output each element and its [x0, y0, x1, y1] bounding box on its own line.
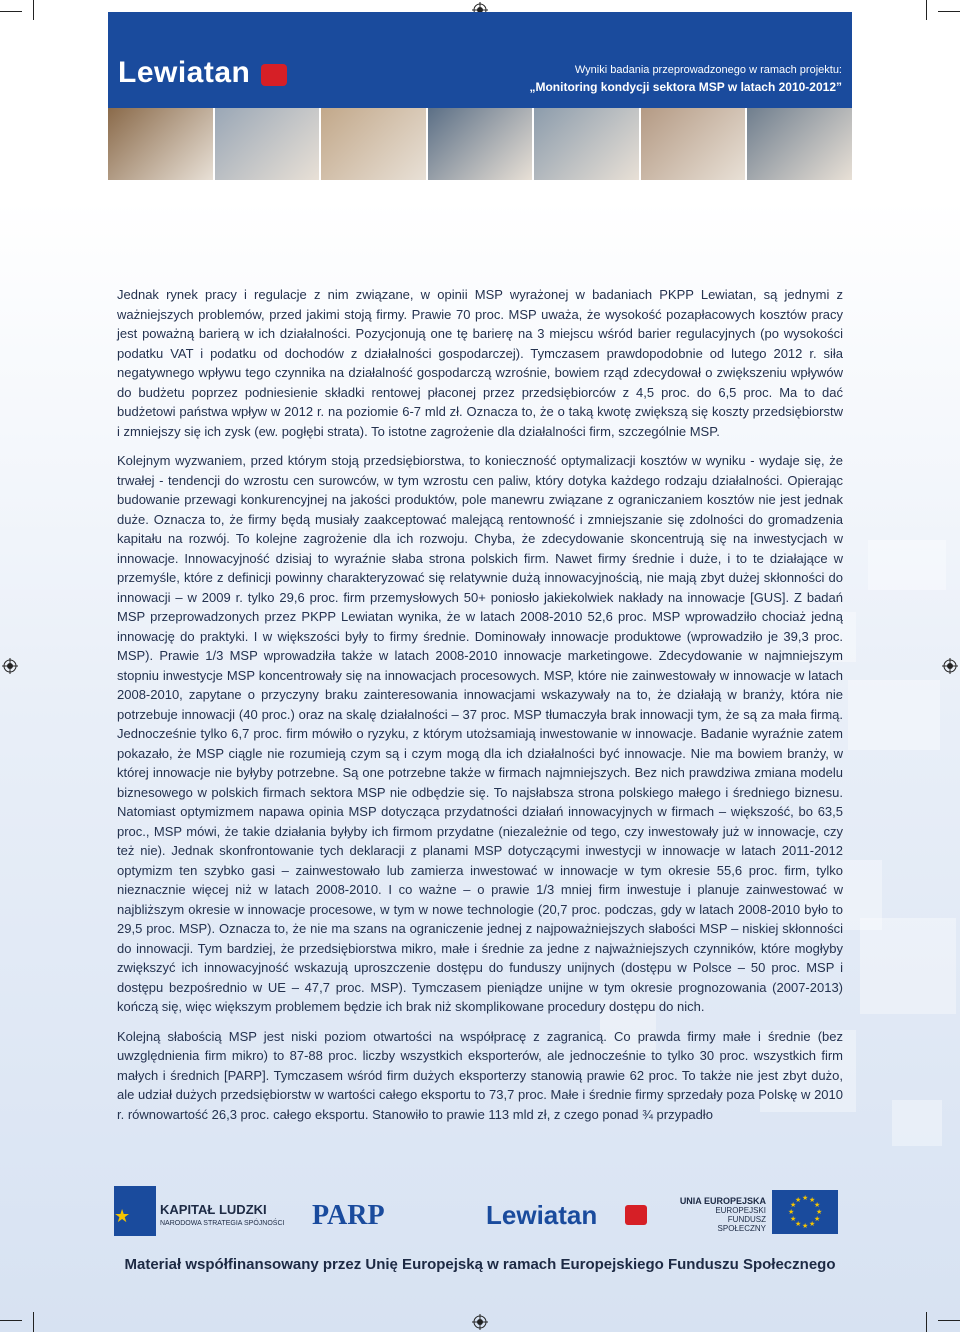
crop-mark: [926, 1312, 927, 1332]
registration-mark-icon: [942, 658, 958, 674]
banner-project-title: „Monitoring kondycji sektora MSP w latach 2010-2012”: [529, 80, 842, 94]
header-banner: [108, 12, 852, 108]
svg-text:★: ★: [814, 1201, 821, 1209]
lewiatan-footer-mark-icon: [625, 1205, 647, 1225]
paragraph: Jednak rynek pracy i regulacje z nim związane, w opinii MSP wyrażonej w badaniach PKPP Lewiatan, są jednymi z ważniejszych problemów, przed jakimi stoją firmy. Prawie 70 proc. MSP uważa, że wysokość pozapłacowych kosztów pracy jest poważną barierą w ich działalności. Pozycjonują one tę barierę na 3 miejscu wśród barier regulacyjnych (po wysokości podatku VAT i podatku od dochodów z działalności gospodarczej). Tymczasem prawdopodobnie od lutego 2012 r. siła negatywnego wpływu tego czynnika na działalność gospodarczą wzrośnie, bowiem rząd zdecydował o zwiększeniu wpływów do budżetu poprzez podniesienie składki rentowej płaconej przez przedsiębiorców z 4,5 proc. do 6,5 proc. Ma to dać budżetowi państwa wpływ w 2012 r. na poziomie 6-7 mld zł. Oznacza to, że o taką kwotę zwiększą się koszty przedsiębiorstw i zmniejszy się ich zysk (ew. pogłębi strata). To istotne zagrożenie dla działalności firm, szczególnie MSP.: [117, 287, 843, 439]
eu-line-1: UNIA EUROPEJSKA: [679, 1196, 766, 1206]
svg-text:★: ★: [809, 1220, 816, 1228]
svg-text:★: ★: [790, 1201, 797, 1209]
svg-text:★: ★: [790, 1215, 797, 1223]
kapital-ludzki-subtitle: NARODOWA STRATEGIA SPÓJNOŚCI: [160, 1220, 285, 1227]
crop-mark: [33, 1312, 34, 1332]
registration-mark-icon: [472, 1314, 488, 1330]
svg-text:★: ★: [802, 1194, 809, 1202]
photo-strip: [108, 108, 852, 180]
paragraph: Kolejną słabością MSP jest niski poziom otwartości na współpracę z zagranicą. Co prawda firmy małe i średnie (bez uwzględnienia firm mikro) to 87-88 proc. liczby wszystkich eksporterów, ale jednocześnie to tylko 30 proc. wszystkich firm małych i średnich [PARP]. Tymczasem wśród firm dużych eksporterzy stanowią prawie 62 proc. To także nie jest zbyt dużo, ale udział dużych przedsiębiorstw w wartości całego eksportu to 73,7 proc. Małe i średnie firmy sprzedały poza Polskę w 2010 r. równowartość 26,3 proc. całego eksportu. Stanowiło to prawie 113 mld zł, z czego ponad ¾ przypadło: [117, 1028, 843, 1122]
decor-square: [892, 1100, 942, 1146]
cofinanced-statement: Materiał współfinansowany przez Unię Europejską w ramach Europejskiego Funduszu Społecznego: [124, 1256, 836, 1273]
banner-subtitle: [529, 64, 842, 94]
photo-engineer: [215, 108, 320, 180]
photo-laptop: [534, 108, 639, 180]
crop-mark: [0, 1320, 22, 1321]
svg-text:★: ★: [809, 1196, 816, 1204]
photo-meeting: [747, 108, 852, 180]
kapital-ludzki-title: KAPITAŁ LUDZKI: [160, 1202, 267, 1217]
crop-mark: [938, 11, 960, 12]
decor-square: [860, 918, 956, 1014]
decor-square: [848, 680, 940, 750]
lewiatan-footer-logo: Lewiatan: [486, 1200, 598, 1230]
banner-subtitle-text: Wyniki badania przeprowadzonego w ramach projektu:: [574, 64, 842, 76]
eu-stars-icon: [772, 1190, 838, 1234]
eu-line-3: FUNDUSZ SPOŁECZNY: [717, 1215, 766, 1233]
crop-mark: [0, 11, 22, 12]
svg-text:★: ★: [795, 1196, 802, 1204]
decor-square: [868, 540, 946, 590]
svg-text:★: ★: [814, 1215, 821, 1223]
photo-mother-child: [641, 108, 746, 180]
svg-text:★: ★: [802, 1222, 809, 1230]
lewiatan-logo: Lewiatan: [118, 56, 251, 89]
eu-line-2: EUROPEJSKI: [715, 1206, 766, 1215]
photo-businessman: [428, 108, 533, 180]
registration-mark-icon: [2, 658, 18, 674]
paragraph: Kolejnym wyzwaniem, przed którym stoją przedsiębiorstwa, to konieczność optymalizacji kosztów w wyniku - wydaje się, że trwałej - tendencji do wzrostu cen surowców, w tym wzrostu cen paliw, który dotyka każdego rodzaju działalności. Opierając budowanie przewagi konkurencyjnej na jakości produktów, pole manewru związane z ograniczaniem kosztów nie jest jednak duże. Oznacza to, że firmy będą musiały zaakceptować malejącą rentowność i zmniejszanie się zdolności do gromadzenia kapitału na rozwój. To kolejne zagrożenie dla ich rozwoju. Chyba, że zdecydowanie skoncentrują się na inwestycjach w innowacje. Innowacyjność dzisiaj to wyraźnie słaba strona polskich firm. Nawet firmy średnie i duże, i to te działające w przemyśle, które z definicji powinny charakteryzować się relatywnie dużą innowacyjnością, nie mają zbyt dużej skłonności do innowacji – w 2009 r. tylko 29,6 proc. firm przemysłowych 50+ poniosło jakiekolwiek nakłady na innowacje [GUS]. Z badań MSP przeprowadzonych przez PKPP Lewiatan wynika, że w latach 2008-2010 52,6 proc. MSP wprowadziło chociaż jedną innowację do praktyki. I w większości były to firmy średnie. Dominowały innowacje produktowe (wprowadziło je 39,3 proc. MSP). Prawie 1/3 MSP wprowadziła także w latach 2008-2010 innowacje marketingowe. Zdecydowanie w najmniejszym stopniu inwestycje MSP koncentrowały się na innowacjach procesowych. MSP, które nie zainwestowały w innowacje w latach 2008-2010, zapytane o przyczyny braku zainteresowania innowacjami wskazywały na to, że działają w branży, która nie potrzebuje innowacji (40 proc.) oraz na skalę działalności – 37 proc. MSP tłumaczyła brak innowacji tym, że są za mała firmą. Jednocześnie tylko 6,7 proc. firm mówiło o ryzyku, z którym utożsamiają inwestowanie w innowacje. Badanie wyraźnie zatem pokazało, że MSP ciągle nie rozumieją czym są i czym mogą dla ich działalności być innowacje. Nie ma bowiem branży, w której innowacje nie byłyby potrzebne. Są one potrzebne także w firmach najmniejszych. Bez nich prawdziwa zmiana modelu biznesowego w polskich firmach sektora MSP nie odbędzie się. To najsłabsza strona polskiego małego i średniego biznesu. Natomiast optymizmem napawa opinia MSP dotycząca przydatności działań innowacyjnych w firmach – większość, bo 63,5 proc., MSP mówi, że takie działania byłyby ich firmom przydatne (niezależnie od tego, czy inwestowały już w innowacje, czy też nie). Jednak skonfrontowanie tych deklaracji z planami MSP dotyczącymi inwestycji w innowacje w latach 2011-2012 optymizm ten szybko gasi – zainwestowało lub zamierza inwestować w innowacje w tym okresie 55,6 proc. firm, tylko nieznacznie więcej niż w latach 2008-2010. I co ważne – o prawie 1/3 mniej firm inwestuje i planuje zainwestować w najbliższym okresie w innowacje procesowe, w tym w nowe technologie (20,7 proc. podczas, gdy w latach 2008-2010 było to 29,5 proc. MSP). Oznacza to, że nie ma szans na ograniczenie jednej z najpoważniejszych słabości MSP – niskiej skłonności do innowacji. Tym bardziej, że przedsiębiorstwa mikro, małe i średnie za jedne z najważniejszych czynników, które mogłyby zwiększyć ich innowacyjność wskazują uproszczenie dostępu do funduszy unijnych (dostępu w Polsce – 50 proc. MSP i dostępu bezpośrednio w UE – 47,7 proc. MSP). Tymczasem pieniądze unijne w tym okresie prognozowania (2007-2013) kończą się, więc większym problemem będzie ich brak niż skomplikowane procedury dostępu do nich.: [117, 453, 843, 1014]
svg-text:★: ★: [816, 1208, 823, 1216]
lewiatan-logo-mark-icon: [261, 64, 287, 86]
footer-logos: [108, 1180, 852, 1250]
photo-businesswomen: [321, 108, 426, 180]
crop-mark: [926, 0, 927, 20]
parp-logo: PARP: [312, 1200, 385, 1231]
svg-text:★: ★: [795, 1220, 802, 1228]
eu-text-block: [678, 1196, 766, 1233]
crop-mark: [938, 1320, 960, 1321]
photo-workers: [108, 108, 213, 180]
kapital-ludzki-logo-icon: [114, 1186, 156, 1236]
star-icon: ★: [114, 1206, 131, 1226]
eu-flag-icon: [772, 1190, 838, 1234]
article-body: [117, 285, 843, 1134]
svg-text:★: ★: [788, 1208, 795, 1216]
crop-mark: [33, 0, 34, 20]
